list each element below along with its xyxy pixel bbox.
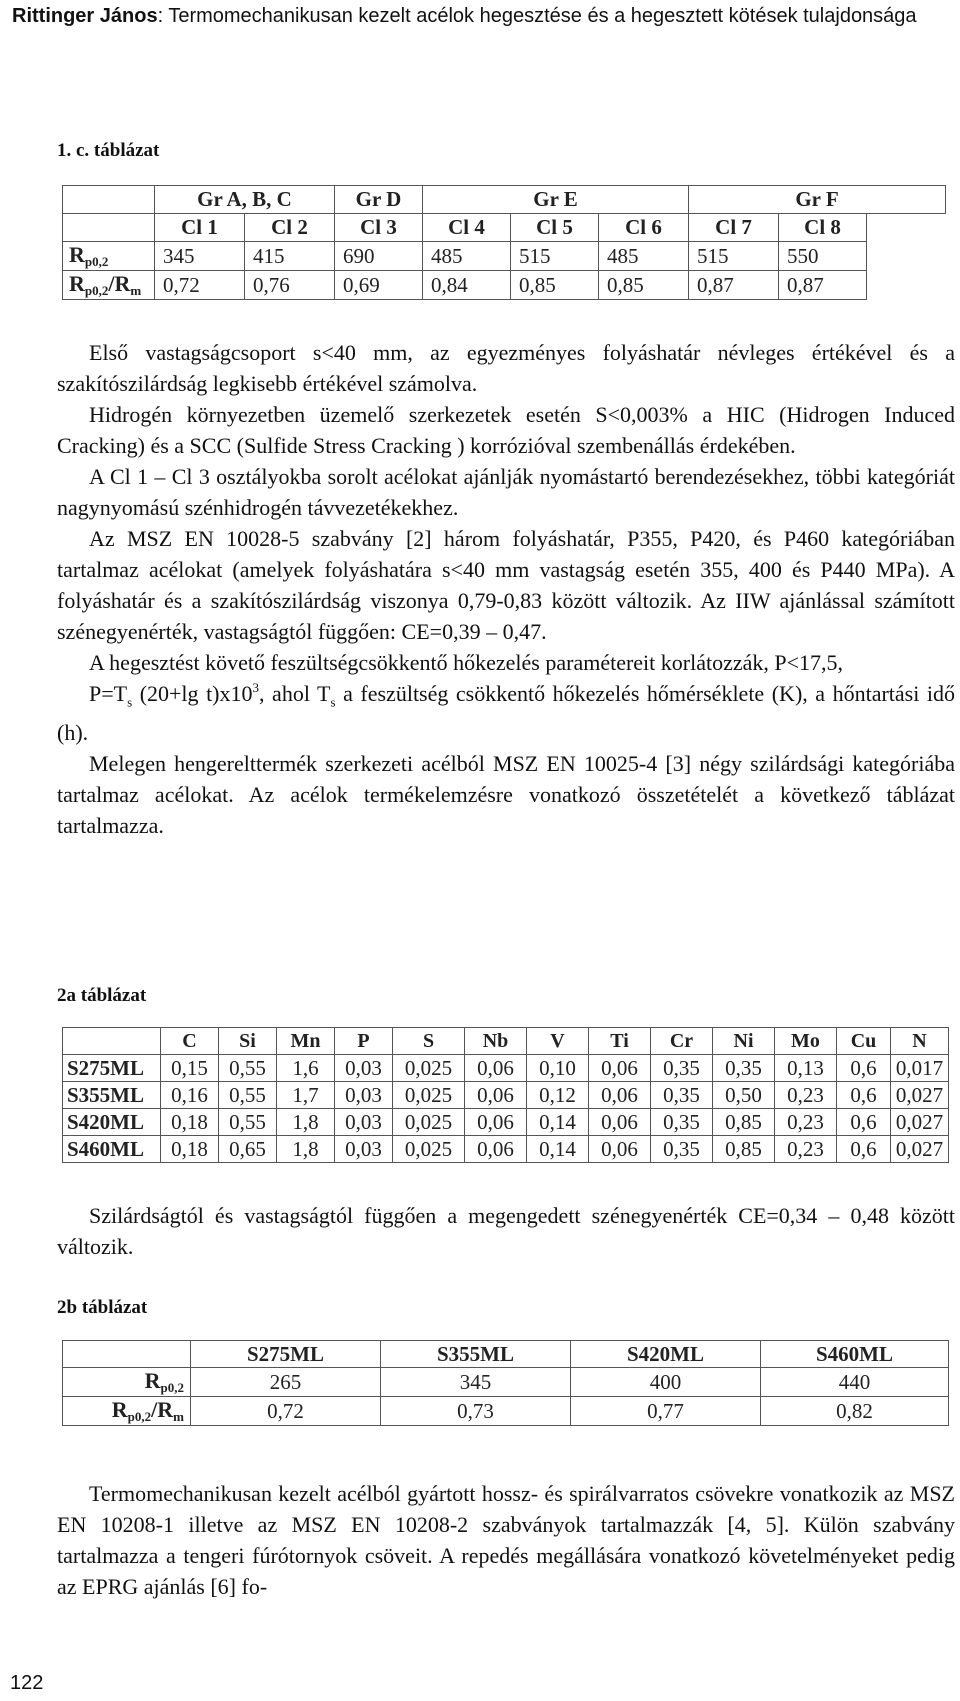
table3-cell: 0,77 (571, 1397, 761, 1426)
table2-col-header: Mn (277, 1028, 335, 1055)
table2-cell: 0,6 (837, 1109, 891, 1136)
table1-cell: 515 (511, 242, 599, 271)
paragraph: Első vastagságcsoport s<40 mm, az egyezményes folyáshatár névleges értékével és a szakítószilárdság legkisebb értékével számolva. (57, 340, 955, 396)
table2-row (63, 1109, 949, 1136)
table1-corner (63, 186, 155, 214)
table2 (62, 1027, 949, 1163)
table3-row-rp (63, 1368, 949, 1397)
paragraph: A Cl 1 – Cl 3 osztályokba sorolt acélokat ajánlják nyomástartó berendezésekhez, többi kategóriát nagynyomású szénhidrogén távvezetékekhez. (57, 464, 955, 520)
table2-row-label: S420ML (63, 1109, 161, 1136)
table3-corner (63, 1341, 191, 1368)
header-title: : Termomechanikusan kezelt acélok hegesztése és a hegesztett kötések tulajdonsága (157, 5, 917, 27)
paragraph: Az MSZ EN 10028-5 szabvány [2] három folyáshatár, P355, P420, és P460 kategóriában tartalmaz acélokat (amelyek folyáshatára s<40 mm vastagság esetén 355, 400 és P440 MPa). A folyáshatár és a szakítószilárdság viszonya 0,79-0,83 között változik. Az IIW ajánlással számított szénegyenérték, vastagságtól függően: CE=0,39 – 0,47. (57, 526, 955, 644)
paragraph: Melegen hengerelttermék szerkezeti acélból MSZ EN 10025-4 [3] négy szilárdsági kategóriába tartalmaz acélokat. Az acélok termékelemzésre vonatkozó összetételét a következő táblázat tartalmazza. (57, 751, 955, 839)
paragraph: Hidrogén környezetben üzemelő szerkezetek esetén S<0,003% a HIC (Hidrogen Induced Cracking) és a SCC (Sulfide Stress Cracking ) korrózióval szembenállás érdekében. (57, 402, 955, 458)
table2-col-header: Si (219, 1028, 277, 1055)
table2-cell: 0,50 (713, 1082, 775, 1109)
body-section-3 (57, 1478, 955, 1602)
table2-col-header: Cu (837, 1028, 891, 1055)
table2-cell: 0,10 (527, 1055, 589, 1082)
table2-cell: 0,23 (775, 1109, 837, 1136)
table1-group: Gr D (335, 186, 423, 214)
table1-class: Cl 8 (779, 214, 867, 242)
table2-cell: 0,23 (775, 1082, 837, 1109)
table3-cell: 0,73 (381, 1397, 571, 1426)
paragraph: A hegesztést követő feszültségcsökkentő hőkezelés paramétereit korlátozzák, P<17,5, (89, 650, 844, 675)
table2-cell: 0,027 (891, 1109, 949, 1136)
header-author: Rittinger János (12, 5, 158, 27)
table1-corner (63, 214, 155, 242)
table2-cell: 0,06 (589, 1082, 651, 1109)
table2-cell: 0,03 (335, 1136, 393, 1163)
table3-col-header: S275ML (191, 1341, 381, 1368)
table1-cell: 515 (689, 242, 779, 271)
table2-cell: 0,14 (527, 1109, 589, 1136)
table1-class: Cl 2 (245, 214, 335, 242)
table3-row-label: $R_{p0,2}/R_m$ (63, 1397, 191, 1426)
table2-col-header: V (527, 1028, 589, 1055)
table2-header-row (63, 1028, 949, 1055)
table2-corner (63, 1028, 161, 1055)
table1-group: Gr F (689, 186, 946, 214)
table2-cell: 0,23 (775, 1136, 837, 1163)
table1-cell: 0,84 (423, 271, 511, 300)
table1-cell: 690 (335, 242, 423, 271)
table2-cell: 0,55 (219, 1055, 277, 1082)
table2-col-header: Nb (465, 1028, 527, 1055)
table2-row-label: S275ML (63, 1055, 161, 1082)
table1-cell: 550 (779, 242, 867, 271)
table2-cell: 0,55 (219, 1109, 277, 1136)
table1-cell: 485 (599, 242, 689, 271)
table2-row-label: S355ML (63, 1082, 161, 1109)
table2-cell: 0,35 (651, 1109, 713, 1136)
table3-cell: 0,72 (191, 1397, 381, 1426)
table2-cell: 0,025 (393, 1082, 465, 1109)
table2-col-header: Ti (589, 1028, 651, 1055)
table2-col-header: P (335, 1028, 393, 1055)
table3-col-header: S420ML (571, 1341, 761, 1368)
table2-cell: 0,13 (775, 1055, 837, 1082)
table3-header-row (63, 1341, 949, 1368)
table3-cell: 440 (761, 1368, 949, 1397)
body-section-1 (57, 337, 955, 841)
table2-cell: 0,03 (335, 1082, 393, 1109)
table1-row-label: $R_{p0,2}/R_m$ (63, 271, 155, 300)
table2-cell: 0,12 (527, 1082, 589, 1109)
table2-cell: 0,35 (651, 1055, 713, 1082)
table1-cell: 0,76 (245, 271, 335, 300)
table3-row-ratio (63, 1397, 949, 1426)
table2-cell: 0,55 (219, 1082, 277, 1109)
table2-cell: 0,14 (527, 1136, 589, 1163)
table2-cell: 0,06 (589, 1109, 651, 1136)
table2-cell: 0,025 (393, 1055, 465, 1082)
body-section-2 (57, 1200, 955, 1262)
table1-row-label: $R_{p0,2}$ (63, 242, 155, 271)
formula-paragraph: $P=T_s$ (20+lg $t)x10^3$, ahol $T_s$ a feszültség csökkentő hőkezelés hőmérséklete (K), a hőntartási idő (h). (57, 680, 956, 746)
table1 (62, 185, 946, 300)
table1-row-rp (63, 242, 946, 271)
table3-cell: 0,82 (761, 1397, 949, 1426)
table1-group: Gr E (423, 186, 689, 214)
table1-row-ratio (63, 271, 946, 300)
table1-cell: 415 (245, 242, 335, 271)
table3-caption: 2b táblázat (57, 1297, 148, 1318)
table3-col-header: S355ML (381, 1341, 571, 1368)
table3-cell: 400 (571, 1368, 761, 1397)
table2-cell: 0,65 (219, 1136, 277, 1163)
table2-cell: 0,18 (161, 1109, 219, 1136)
table2-row (63, 1055, 949, 1082)
table1-group: Gr A, B, C (155, 186, 335, 214)
table2-row-label: S460ML (63, 1136, 161, 1163)
table1-cell: 0,85 (599, 271, 689, 300)
table2-col-header: Mo (775, 1028, 837, 1055)
running-header (12, 0, 952, 32)
table1-cell: 0,87 (689, 271, 779, 300)
table2-cell: 0,15 (161, 1055, 219, 1082)
table2-col-header: Ni (713, 1028, 775, 1055)
table1-class: Cl 1 (155, 214, 245, 242)
table1-cell: 345 (155, 242, 245, 271)
table2-cell: 0,027 (891, 1136, 949, 1163)
table2-cell: 0,06 (465, 1055, 527, 1082)
table2-col-header: N (891, 1028, 949, 1055)
table1-cell: 0,87 (779, 271, 867, 300)
table2-col-header: Cr (651, 1028, 713, 1055)
table3-cell: 265 (191, 1368, 381, 1397)
table2-row (63, 1082, 949, 1109)
table1-class: Cl 5 (511, 214, 599, 242)
table2-cell: 0,027 (891, 1082, 949, 1109)
table2-cell: 1,8 (277, 1109, 335, 1136)
table1-class: Cl 7 (689, 214, 779, 242)
table2-cell: 0,35 (651, 1082, 713, 1109)
table3-col-header: S460ML (761, 1341, 949, 1368)
table2-cell: 0,025 (393, 1109, 465, 1136)
table1-cell: 0,85 (511, 271, 599, 300)
table2-cell: 1,7 (277, 1082, 335, 1109)
table2-cell: 0,6 (837, 1082, 891, 1109)
table2-cell: 0,35 (651, 1136, 713, 1163)
table1-cell: 485 (423, 242, 511, 271)
table2-cell: 0,025 (393, 1136, 465, 1163)
table2-cell: 0,06 (465, 1082, 527, 1109)
table2-caption: 2a táblázat (57, 985, 147, 1006)
table2-cell: 0,03 (335, 1109, 393, 1136)
table1-cell: 0,69 (335, 271, 423, 300)
paragraph: Termomechanikusan kezelt acélból gyártott hossz- és spirálvarratos csövekre vonatkozik az MSZ EN 10208-1 illetve az MSZ EN 10208-2 szabványok tartalmazzák [4, 5]. Külön szabvány tartalmazza a tengeri fúrótornyok csöveit. A repedés megállására vonatkozó követelményeket pedig az EPRG ajánlás [6] fo- (57, 1481, 955, 1599)
table2-cell: 0,35 (713, 1055, 775, 1082)
table2-cell: 0,85 (713, 1136, 775, 1163)
table1-class-row (63, 214, 946, 242)
table2-cell: 0,06 (465, 1136, 527, 1163)
table1-class: Cl 3 (335, 214, 423, 242)
table1-class: Cl 6 (599, 214, 689, 242)
table1-cell: 0,72 (155, 271, 245, 300)
table2-cell: 0,06 (589, 1136, 651, 1163)
table2-cell: 0,85 (713, 1109, 775, 1136)
table2-cell: 0,03 (335, 1055, 393, 1082)
table3-cell: 345 (381, 1368, 571, 1397)
table1-class: Cl 4 (423, 214, 511, 242)
table2-cell: 0,6 (837, 1055, 891, 1082)
table2-col-header: C (161, 1028, 219, 1055)
table2-cell: 0,06 (589, 1055, 651, 1082)
table1-caption: 1. c. táblázat (57, 140, 160, 161)
table2-cell: 0,6 (837, 1136, 891, 1163)
table2-cell: 0,06 (465, 1109, 527, 1136)
table2-cell: 0,017 (891, 1055, 949, 1082)
table2-cell: 1,6 (277, 1055, 335, 1082)
table3-row-label: $R_{p0,2}$ (63, 1368, 191, 1397)
paragraph: Szilárdságtól és vastagságtól függően a megengedett szénegyenérték CE=0,34 – 0,48 között változik. (57, 1203, 955, 1259)
table2-row (63, 1136, 949, 1163)
table2-cell: 0,16 (161, 1082, 219, 1109)
page-number: 122 (10, 1672, 44, 1694)
table3 (62, 1340, 949, 1426)
table2-cell: 1,8 (277, 1136, 335, 1163)
table2-cell: 0,18 (161, 1136, 219, 1163)
table2-col-header: S (393, 1028, 465, 1055)
table1-group-row (63, 186, 946, 214)
